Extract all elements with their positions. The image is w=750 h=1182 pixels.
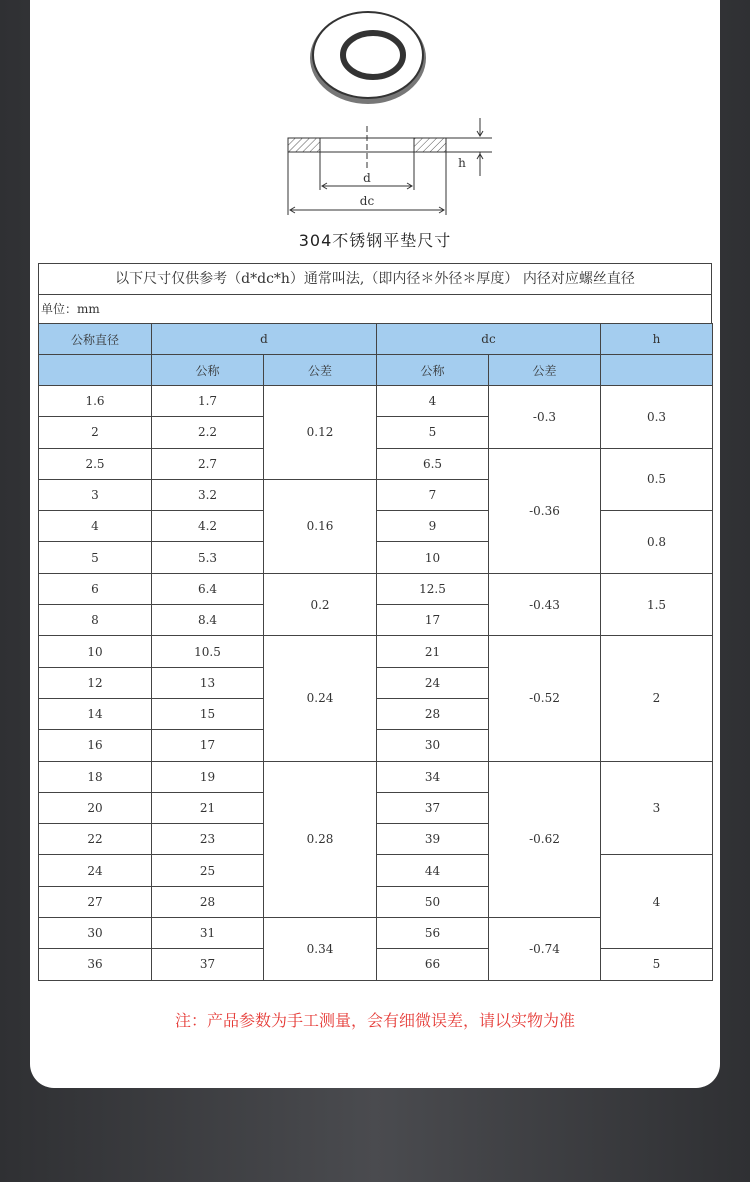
- cell-d-nominal: 5.3: [152, 542, 264, 573]
- header-nominal-diameter: 公称直径: [39, 324, 152, 355]
- table-row: [39, 573, 713, 604]
- label-dc: dc: [359, 194, 375, 208]
- cell-d-nominal: 3.2: [152, 479, 264, 510]
- cell-d-nominal: 10.5: [152, 636, 264, 667]
- cell-nominal-diameter: 5: [39, 542, 152, 573]
- cell-dc-tolerance: -0.43: [489, 573, 601, 636]
- cell-d-tolerance: 0.24: [264, 636, 377, 761]
- header-dc: dc: [377, 324, 601, 355]
- cell-h: 0.3: [601, 386, 713, 449]
- cell-d-tolerance: 0.28: [264, 761, 377, 917]
- cell-d-nominal: 1.7: [152, 386, 264, 417]
- cell-dc-nominal: 5: [377, 417, 489, 448]
- unit-label: 单位：mm: [38, 295, 712, 323]
- cell-nominal-diameter: 22: [39, 824, 152, 855]
- cell-nominal-diameter: 24: [39, 855, 152, 886]
- table-intro: 以下尺寸仅供参考（d*dc*h）通常叫法,（即内径＊外径＊厚度） 内径对应螺丝直径: [38, 263, 712, 295]
- cell-dc-nominal: 66: [377, 949, 489, 980]
- cell-d-nominal: 17: [152, 730, 264, 761]
- cell-nominal-diameter: 30: [39, 918, 152, 949]
- cell-d-nominal: 31: [152, 918, 264, 949]
- table-row: [39, 636, 713, 667]
- cell-nominal-diameter: 2.5: [39, 448, 152, 479]
- cell-dc-nominal: 21: [377, 636, 489, 667]
- cell-nominal-diameter: 36: [39, 949, 152, 980]
- cell-nominal-diameter: 27: [39, 886, 152, 917]
- cell-nominal-diameter: 14: [39, 698, 152, 729]
- header-d: d: [152, 324, 377, 355]
- cell-h: 5: [601, 949, 713, 980]
- cell-nominal-diameter: 6: [39, 573, 152, 604]
- cell-nominal-diameter: 10: [39, 636, 152, 667]
- cell-nominal-diameter: 20: [39, 792, 152, 823]
- cell-d-nominal: 6.4: [152, 573, 264, 604]
- cell-d-nominal: 2.7: [152, 448, 264, 479]
- cell-nominal-diameter: 8: [39, 605, 152, 636]
- cell-nominal-diameter: 4: [39, 511, 152, 542]
- cell-d-nominal: 21: [152, 792, 264, 823]
- cell-h: 0.8: [601, 511, 713, 574]
- header-h-blank: [601, 355, 713, 386]
- cell-d-tolerance: 0.34: [264, 918, 377, 981]
- disclaimer-note: 注：产品参数为手工测量，会有细微误差，请以实物为准: [174, 1011, 575, 1030]
- cell-dc-nominal: 9: [377, 511, 489, 542]
- cell-d-nominal: 8.4: [152, 605, 264, 636]
- cell-h: 2: [601, 636, 713, 761]
- cell-dc-nominal: 28: [377, 698, 489, 729]
- page-title: 304不锈钢平垫尺寸: [298, 231, 452, 250]
- cell-dc-nominal: 44: [377, 855, 489, 886]
- cell-h: 0.5: [601, 448, 713, 511]
- cell-dc-nominal: 30: [377, 730, 489, 761]
- cell-dc-nominal: 17: [377, 605, 489, 636]
- cell-d-nominal: 23: [152, 824, 264, 855]
- cell-dc-nominal: 6.5: [377, 448, 489, 479]
- washer-diagram: [30, 0, 720, 260]
- cell-d-nominal: 28: [152, 886, 264, 917]
- header-d-tolerance: 公差: [264, 355, 377, 386]
- cell-d-tolerance: 0.12: [264, 386, 377, 480]
- content-card: [30, 0, 720, 1088]
- label-h: h: [458, 156, 466, 170]
- cell-nominal-diameter: 16: [39, 730, 152, 761]
- cell-dc-nominal: 39: [377, 824, 489, 855]
- cell-dc-tolerance: -0.52: [489, 636, 601, 761]
- cell-dc-nominal: 50: [377, 886, 489, 917]
- cell-nominal-diameter: 2: [39, 417, 152, 448]
- spec-table-body: [39, 386, 713, 981]
- cell-d-nominal: 4.2: [152, 511, 264, 542]
- cell-dc-tolerance: -0.62: [489, 761, 601, 917]
- header-dc-tolerance: 公差: [489, 355, 601, 386]
- header-dc-nominal: 公称: [377, 355, 489, 386]
- header-blank: [39, 355, 152, 386]
- cell-nominal-diameter: 3: [39, 479, 152, 510]
- cell-dc-tolerance: -0.3: [489, 386, 601, 449]
- cell-dc-nominal: 12.5: [377, 573, 489, 604]
- spec-table: [38, 323, 713, 981]
- cell-nominal-diameter: 1.6: [39, 386, 152, 417]
- cell-nominal-diameter: 12: [39, 667, 152, 698]
- cell-d-nominal: 25: [152, 855, 264, 886]
- cell-dc-nominal: 24: [377, 667, 489, 698]
- cell-d-nominal: 2.2: [152, 417, 264, 448]
- table-row: [39, 761, 713, 792]
- cell-dc-nominal: 34: [377, 761, 489, 792]
- cell-d-nominal: 15: [152, 698, 264, 729]
- cell-dc-nominal: 56: [377, 918, 489, 949]
- cell-dc-nominal: 37: [377, 792, 489, 823]
- cell-d-nominal: 19: [152, 761, 264, 792]
- cell-d-tolerance: 0.16: [264, 479, 377, 573]
- header-h: h: [601, 324, 713, 355]
- cell-d-nominal: 13: [152, 667, 264, 698]
- cell-d-tolerance: 0.2: [264, 573, 377, 636]
- spec-table-wrapper: [38, 263, 712, 981]
- table-row: [39, 386, 713, 417]
- cell-h: 3: [601, 761, 713, 855]
- washer-3d-view: [310, 12, 426, 104]
- header-d-nominal: 公称: [152, 355, 264, 386]
- cell-dc-tolerance: -0.36: [489, 448, 601, 573]
- cell-h: 1.5: [601, 573, 713, 636]
- cell-h: 4: [601, 855, 713, 949]
- cell-dc-nominal: 4: [377, 386, 489, 417]
- cell-d-nominal: 37: [152, 949, 264, 980]
- cell-dc-nominal: 10: [377, 542, 489, 573]
- label-d: d: [363, 171, 371, 185]
- cell-nominal-diameter: 18: [39, 761, 152, 792]
- cell-dc-nominal: 7: [377, 479, 489, 510]
- cell-dc-tolerance: -0.74: [489, 918, 601, 981]
